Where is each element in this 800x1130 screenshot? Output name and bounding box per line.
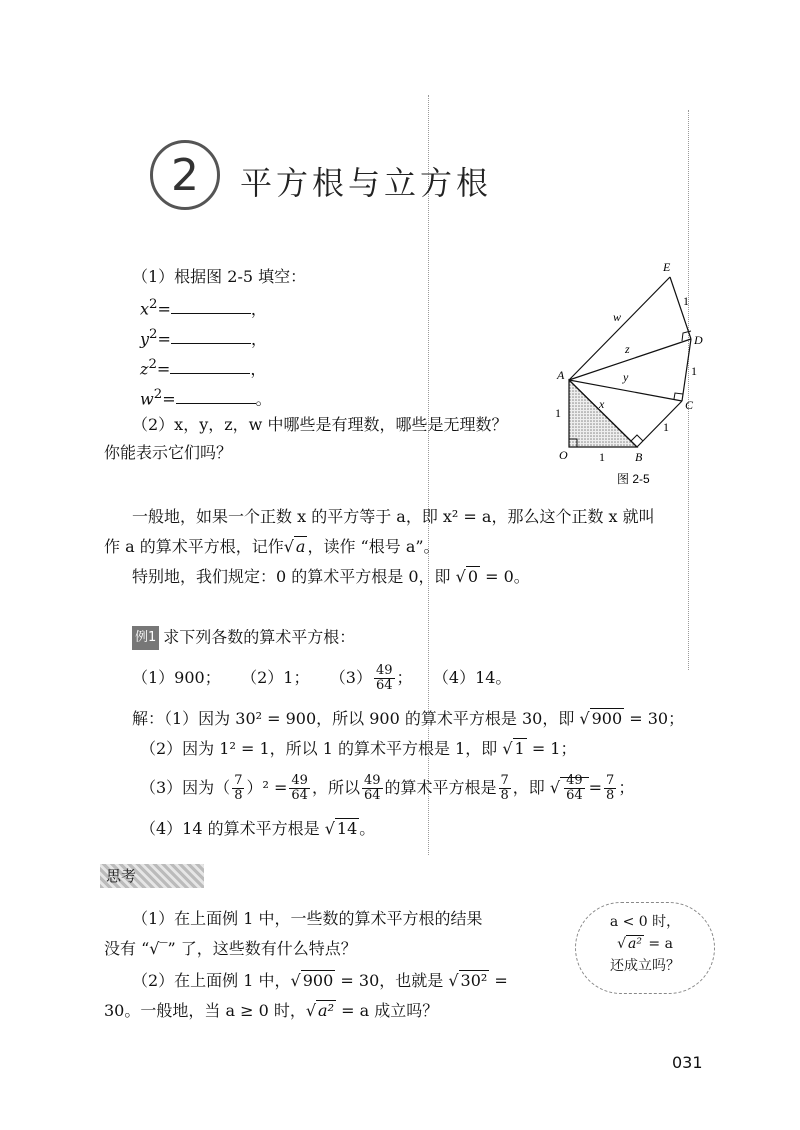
fraction: $\frac{49}{64}$ [375, 663, 393, 693]
section-number: 2 [171, 149, 199, 201]
definition-line1: 一般地，如果一个正数 x 的平方等于 a，即 x² = a，那么这个正数 x 就叫 [132, 507, 655, 526]
example-heading: 例1 求下列各数的算术平方根： [132, 626, 355, 650]
segment-ad [569, 339, 691, 380]
blank-line [171, 329, 251, 344]
label-one-ao: 1 [555, 406, 561, 420]
definition-special: 特别地，我们规定：0 的算术平方根是 0，即 √ 0 = 0。 [132, 567, 530, 586]
activity-q2-line2: 你能表示它们吗？ [104, 443, 233, 462]
segment-ae [569, 277, 670, 380]
segment-bc [637, 401, 682, 447]
example-tag: 例1 [132, 626, 159, 650]
segment-cd [682, 339, 691, 401]
example-items: （1）900； （2）1； （3） $\frac{49}{64}$ ； （4）14。 [132, 663, 512, 693]
activity-q1-intro: （1）根据图 2-5 填空： [132, 267, 307, 286]
label-one-ed: 1 [683, 294, 689, 308]
sqrt-a: a [295, 537, 306, 556]
blank-line [176, 389, 256, 404]
page-number: 031 [672, 1053, 703, 1072]
label-y: y [623, 370, 629, 384]
label-e: E [663, 260, 671, 274]
blank-row-y: $y^2=$ ， [140, 327, 267, 349]
label-w: w [613, 310, 622, 324]
section-title: 平方根与立方根 [240, 164, 493, 202]
think-label: 思考 [100, 864, 204, 888]
solution-3: （3）因为（ $\frac{7}{8}$ ）² = $\frac{49}{64}$ ，所以 $\frac{49}{64}$ 的算术平方根是 $\frac{7}{8}$ ，即 √ $\frac{49}{64}$ = $\frac{7}{8}$ ； [140, 773, 635, 803]
label-a: A [557, 368, 565, 382]
solution-4: （4）14 的算术平方根是 √ 14 。 [140, 819, 376, 838]
section-number-badge [150, 140, 220, 210]
activity-q2-line1: （2）x，y，z，w 中哪些是有理数，哪些是无理数？ [132, 415, 508, 434]
figure-2-5 [545, 255, 715, 495]
blank-line [171, 299, 251, 314]
label-o: O [559, 448, 568, 462]
sqrt-0: 0 [467, 567, 479, 586]
right-angle-mark [674, 393, 683, 399]
label-c: C [685, 398, 694, 412]
solution-1: 解：（1）因为 30² = 900，所以 900 的算术平方根是 30，即 √ 900 = 30； [132, 709, 685, 728]
bubble-line3: 还成立吗？ [610, 958, 680, 974]
blank-row-w: $w^2=$ 。 [140, 387, 272, 409]
solution-2: （2）因为 1² = 1，所以 1 的算术平方根是 1，即 √ 1 = 1； [140, 739, 577, 758]
figure-caption: 图 2-5 [617, 472, 650, 486]
think-q1-line2: 没有 “√‾” 了，这些数有什么特点？ [104, 939, 357, 958]
bubble-line2: √ a² = a [617, 936, 673, 952]
think-q2-line1: （2）在上面例 1 中，√ 900 = 30，也就是 √ 30² = [132, 971, 508, 990]
label-z: z [625, 342, 630, 356]
thought-bubble [575, 902, 715, 994]
definition-line2: 作 a 的算术平方根，记作√ a ，读作 “根号 a”。 [104, 537, 440, 556]
bubble-line1: a < 0 时， [609, 914, 681, 930]
label-one-ob: 1 [599, 450, 605, 464]
label-one-cb: 1 [663, 420, 669, 434]
label-b: B [635, 450, 643, 464]
label-d: D [694, 333, 703, 347]
label-one-dc: 1 [691, 364, 697, 378]
blank-line [170, 359, 250, 374]
segment-de [670, 277, 691, 339]
right-angle-mark [631, 435, 643, 441]
think-q2-line2: 30。一般地，当 a ≥ 0 时，√ a² = a 成立吗？ [104, 1001, 439, 1020]
think-q1-line1: （1）在上面例 1 中，一些数的算术平方根的结果 [132, 909, 483, 928]
blank-row-x: $x^2=$ ， [140, 297, 267, 319]
blank-row-z: $z^2=$ ， [140, 357, 267, 379]
label-x: x [599, 397, 605, 411]
